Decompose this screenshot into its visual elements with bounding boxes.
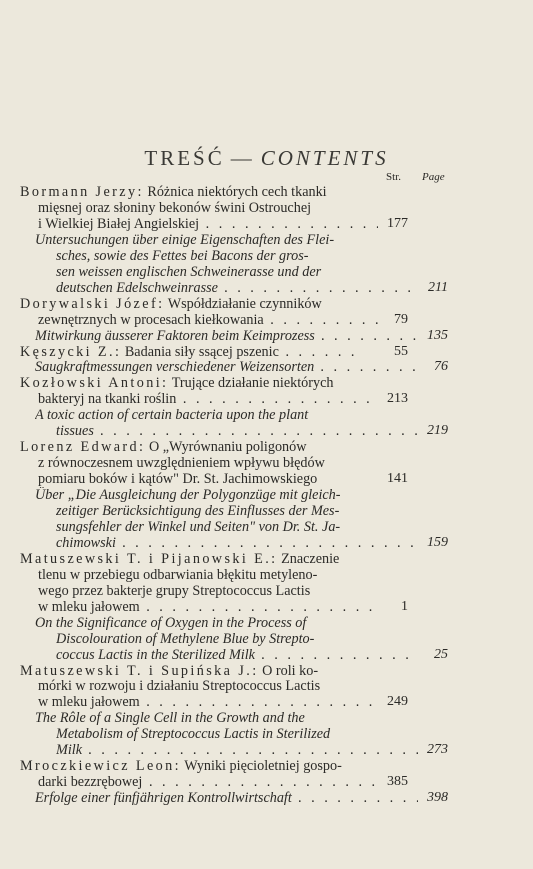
page-number-foreign: 211 xyxy=(428,279,448,295)
toc-line xyxy=(35,232,441,248)
page-number-foreign: 76 xyxy=(434,359,448,375)
toc-text: Metabolism of Streptococcus Lactis in Sterilized xyxy=(56,726,331,743)
toc-line xyxy=(56,631,441,647)
toc-line xyxy=(56,742,418,758)
page-number-polish: 141 xyxy=(387,471,408,487)
toc-text: Znaczenie xyxy=(281,550,340,567)
toc-text: O roli ko- xyxy=(262,662,319,679)
toc-text: A toxic action of certain bacteria upon the plant xyxy=(35,407,309,424)
toc-author: Matuszewski T. i Pijanowski E.: xyxy=(20,550,278,567)
toc-text: sungsfehler der Winkel und Seiten" von Dr. St. Ja- xyxy=(56,518,341,535)
toc-line xyxy=(38,694,378,710)
page-number-foreign: 219 xyxy=(427,423,448,439)
toc-line xyxy=(38,567,412,583)
toc-text: O „Wyrównaniu poligonów xyxy=(148,439,307,456)
toc-line xyxy=(20,344,360,360)
toc-text: On the Significance of Oxygen in the Process of xyxy=(35,614,307,631)
toc-line xyxy=(56,726,441,742)
title-polish: TREŚĆ xyxy=(144,146,225,170)
toc-line xyxy=(56,280,418,296)
column-header-page: Page xyxy=(422,171,445,183)
toc-author: Kozłowski Antoni: xyxy=(20,375,169,392)
toc-line xyxy=(38,471,398,487)
toc-line xyxy=(38,455,412,471)
toc-line xyxy=(20,296,412,312)
page-title xyxy=(0,146,533,171)
toc-line xyxy=(38,583,412,599)
toc-line xyxy=(38,678,412,694)
toc-text: Untersuchungen über einige Eigenschaften des Flei- xyxy=(35,231,335,248)
toc-text: wego przez bakterje grupy Streptococcus Lactis xyxy=(38,582,311,599)
page-number-foreign: 273 xyxy=(427,742,448,758)
toc-line xyxy=(56,647,418,663)
toc-line xyxy=(20,663,412,679)
toc-text: chimowski . . . xyxy=(56,535,418,551)
toc-text: darki bezzrębowej . . . xyxy=(38,774,378,790)
toc-line xyxy=(56,264,441,280)
toc-text: tlenu w przebiegu odbarwiania błękitu metyleno- xyxy=(38,566,318,583)
toc-text: pomiaru boków i kątów" Dr. St. Jachimowskiego xyxy=(38,471,318,488)
toc-line xyxy=(35,790,418,806)
toc-text: i Wielkiej Białej Angielskiej . . . xyxy=(38,216,378,232)
toc-line xyxy=(56,423,418,439)
toc-text: Erfolge einer fünfjährigen Kontrollwirtschaft . . . xyxy=(35,790,418,806)
toc-text: Współdziałanie czynników xyxy=(167,295,322,312)
page-number-polish: 213 xyxy=(387,391,408,407)
toc-line xyxy=(38,312,378,328)
toc-line xyxy=(56,503,441,519)
toc-line xyxy=(56,535,418,551)
toc-text: mięsnej oraz słoniny bekonów świni Ostrouchej xyxy=(38,199,312,216)
toc-author: Kęszycki Z.: xyxy=(20,343,122,360)
toc-text: Discolouration of Methylene Blue by Strepto- xyxy=(56,630,315,647)
page-number-polish: 249 xyxy=(387,694,408,710)
toc-text: Badania siły ssącej pszenic . . . xyxy=(125,344,360,360)
toc-author: Lorenz Edward: xyxy=(20,439,146,456)
toc-line xyxy=(56,519,441,535)
toc-text: Wyniki pięcioletniej gospo- xyxy=(184,758,342,775)
toc-text: Saugkraftmessungen verschiedener Weizensorten . . . xyxy=(35,359,418,375)
toc-line xyxy=(20,439,412,455)
toc-text: deutschen Edelschweinrasse . . . xyxy=(56,280,418,296)
page-number-polish: 177 xyxy=(387,215,408,231)
toc-text: The Rôle of a Single Cell in the Growth and the xyxy=(35,710,305,727)
toc-text: sen weissen englischen Schweinerasse und der xyxy=(56,263,322,280)
toc-text: Milk . . . xyxy=(56,742,418,758)
toc-text: w mleku jałowem . . . xyxy=(38,599,378,615)
page-number-polish: 55 xyxy=(394,343,408,359)
toc-text: sches, sowie des Fettes bei Bacons der gros- xyxy=(56,247,309,264)
toc-line xyxy=(38,774,378,790)
toc-text: zeitiger Berücksichtigung des Einflusses der Mes- xyxy=(56,503,340,519)
toc-author: Dorywalski Józef: xyxy=(20,295,165,312)
toc-line xyxy=(35,487,441,503)
toc-text: Mitwirkung äusserer Faktoren beim Keimprozess . . . xyxy=(35,328,418,344)
toc-text: z równoczesnem uwzględnieniem wpływu błędów xyxy=(38,455,325,472)
toc-text: tissues . . . xyxy=(56,423,418,439)
toc-author: Bormann Jerzy: xyxy=(20,184,144,200)
toc-line xyxy=(38,599,378,615)
toc-line xyxy=(38,391,378,407)
page-number-foreign: 135 xyxy=(427,327,448,343)
toc-line xyxy=(35,615,441,631)
toc-text: Różnica niektórych cech tkanki xyxy=(147,184,327,200)
toc-text: bakteryj na tkanki roślin . . . xyxy=(38,391,378,407)
toc-line xyxy=(20,551,412,567)
toc-text: coccus Lactis in the Sterilized Milk . . . xyxy=(56,647,418,663)
toc-line xyxy=(35,359,418,375)
toc-text: Über „Die Ausgleichung der Polygonzüge mit gleich- xyxy=(35,487,341,504)
toc-line xyxy=(20,375,412,391)
toc-line xyxy=(38,200,412,216)
toc-line xyxy=(35,407,441,423)
page-number-foreign: 25 xyxy=(434,646,448,662)
toc-author: Mroczkiewicz Leon: xyxy=(20,758,181,775)
toc-line xyxy=(35,328,418,344)
title-english: CONTENTS xyxy=(260,146,389,170)
toc-text: Trujące działanie niektórych xyxy=(171,375,334,392)
toc-author: Matuszewski T. i Supińska J.: xyxy=(20,662,259,679)
page-number-polish: 1 xyxy=(401,598,408,614)
toc-line xyxy=(56,248,441,264)
page-number-polish: 79 xyxy=(394,311,408,327)
toc-line xyxy=(38,216,378,232)
page-number-foreign: 159 xyxy=(427,534,448,550)
page-number-foreign: 398 xyxy=(427,790,448,806)
toc-line xyxy=(20,184,412,200)
toc-line xyxy=(35,710,441,726)
column-header-str: Str. xyxy=(386,171,401,183)
title-dash: — xyxy=(230,146,255,170)
toc-line xyxy=(20,758,412,774)
toc-text: w mleku jałowem . . . xyxy=(38,694,378,710)
toc-text: mórki w rozwoju i działaniu Streptococcus Lactis xyxy=(38,678,321,695)
page-number-polish: 385 xyxy=(387,774,408,790)
toc-text: zewnętrznych w procesach kiełkowania . . . xyxy=(38,312,378,328)
